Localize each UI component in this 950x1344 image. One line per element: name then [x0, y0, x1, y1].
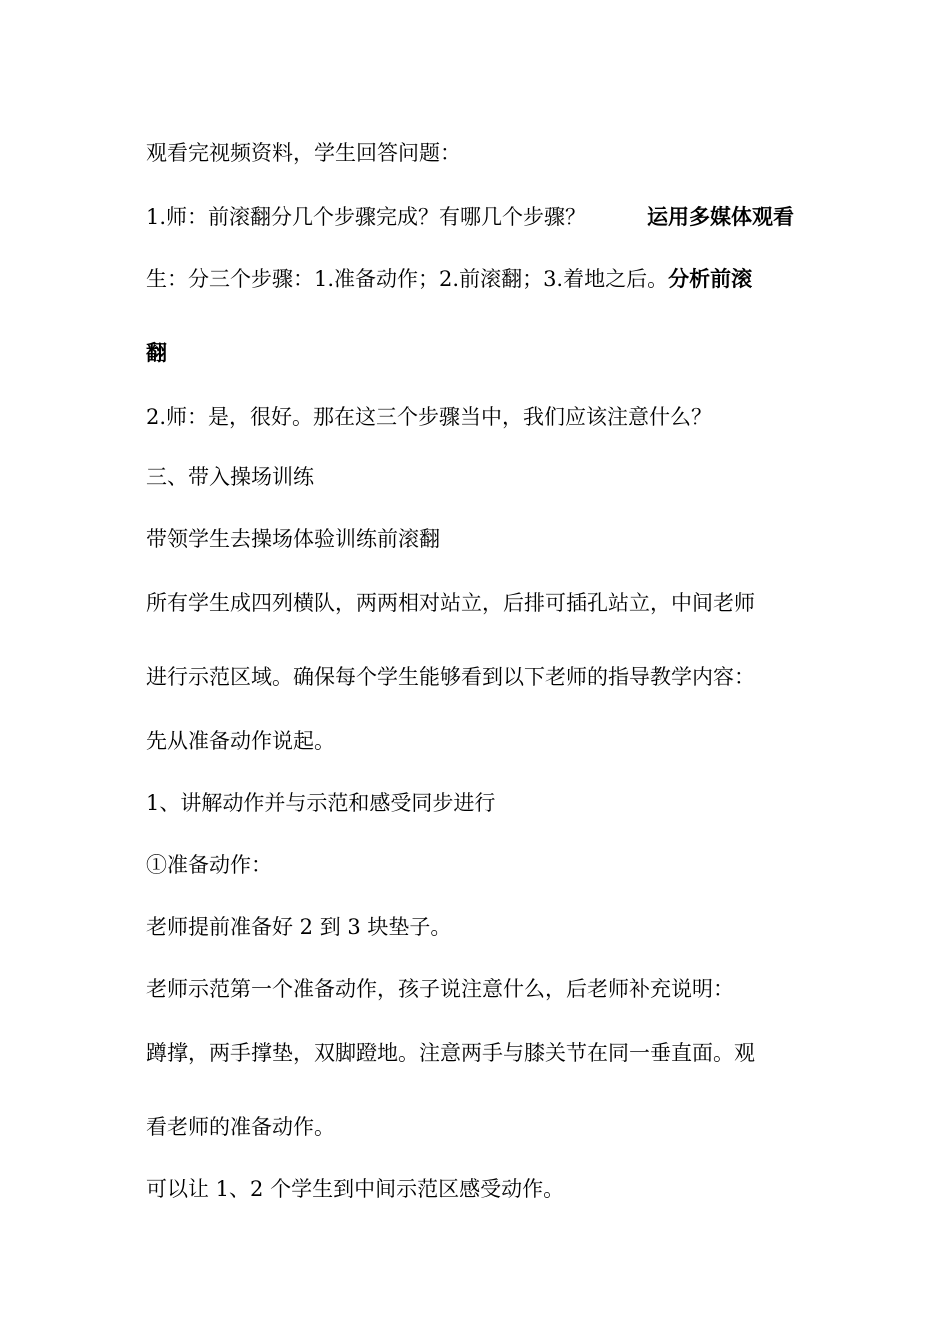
text-line-start: 先从准备动作说起。	[146, 729, 335, 753]
text-line-answer-row	[146, 266, 752, 292]
text-line-squat: 蹲撑，两手撑垫，双脚蹬地。注意两手与膝关节在同一垂直面。观	[146, 1041, 755, 1065]
text-line-question-2: 2.师：是，很好。那在这三个步骤当中，我们应该注意什么？	[146, 405, 713, 429]
text-line-formation: 所有学生成四列横队，两两相对站立，后排可插孔站立，中间老师	[146, 591, 755, 615]
margin-note-multimedia: 运用多媒体观看	[647, 205, 794, 229]
text-line-answer: 生：分三个步骤：1.准备动作；2.前滚翻；3.着地之后。	[146, 267, 669, 291]
subheading-preparation: ①准备动作：	[146, 853, 272, 877]
margin-note-analysis-continued: 翻	[146, 341, 167, 365]
text-line-students-try: 可以让 1、2 个学生到中间示范区感受动作。	[146, 1177, 565, 1201]
margin-note-analysis: 分析前滚	[668, 267, 753, 291]
text-line-teacher-demo: 老师示范第一个准备动作，孩子说注意什么，后老师补充说明：	[146, 977, 734, 1001]
subheading-explain-demo: 1、讲解动作并与示范和感受同步进行	[146, 791, 496, 815]
text-line-question-1: 1.师：前滚翻分几个步骤完成？有哪几个步骤？	[146, 205, 587, 229]
section-heading-playground: 三、带入操场训练	[146, 465, 314, 489]
text-line-lead-students: 带领学生去操场体验训练前滚翻	[146, 527, 440, 551]
text-line-watch: 看老师的准备动作。	[146, 1115, 335, 1139]
text-line-demo-area: 进行示范区域。确保每个学生能够看到以下老师的指导教学内容：	[146, 665, 755, 689]
text-line-intro: 观看完视频资料，学生回答问题：	[146, 141, 461, 165]
text-line-mats: 老师提前准备好 2 到 3 块垫子。	[146, 915, 452, 939]
